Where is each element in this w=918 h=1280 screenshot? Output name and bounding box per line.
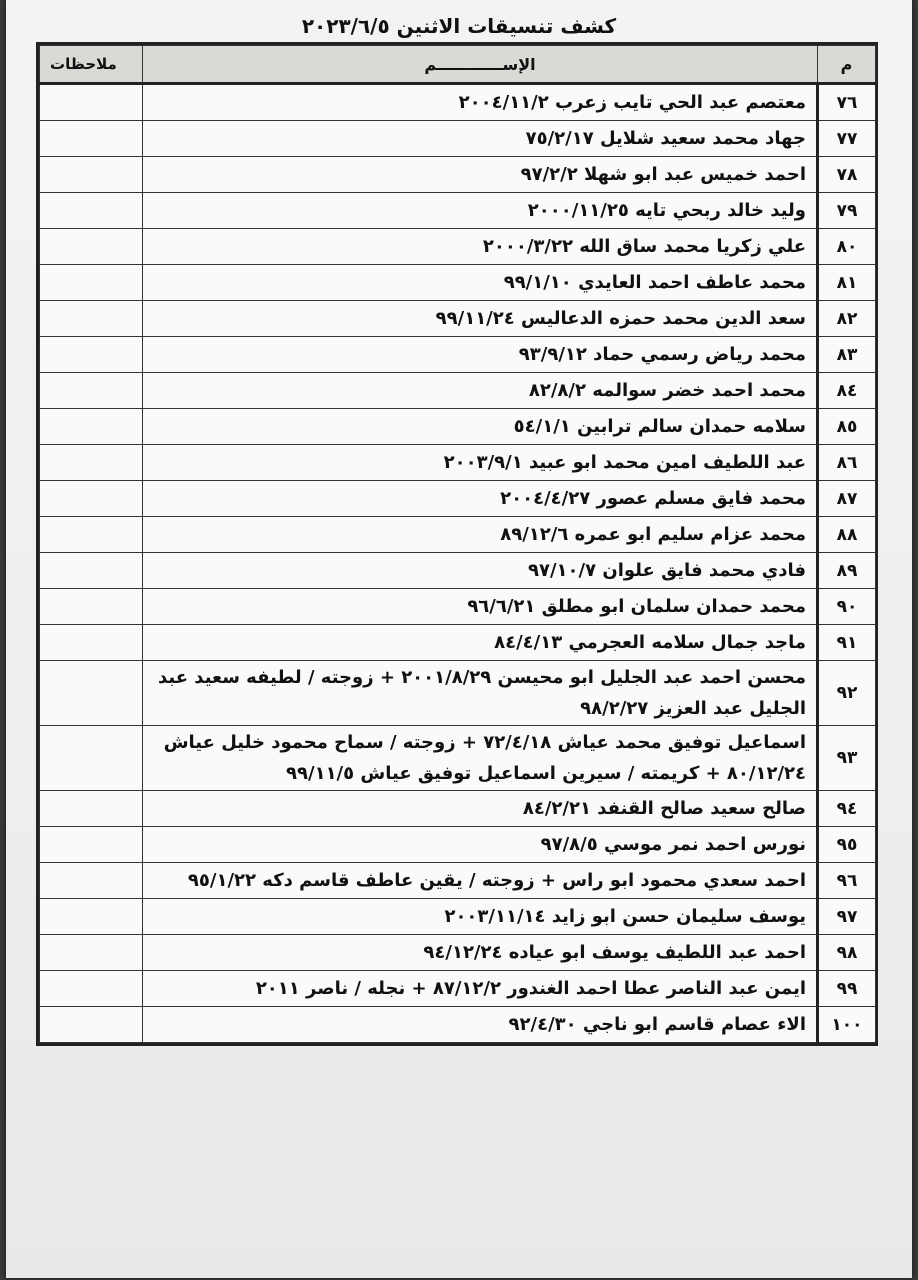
row-number: ٨٨ xyxy=(818,517,876,553)
row-number: ٧٦ xyxy=(818,84,876,121)
row-number: ٩٧ xyxy=(818,899,876,935)
row-number: ٨٠ xyxy=(818,229,876,265)
row-notes xyxy=(40,827,143,863)
row-notes xyxy=(40,863,143,899)
row-number: ٩٥ xyxy=(818,827,876,863)
table-row xyxy=(40,265,876,301)
table-row xyxy=(40,193,876,229)
row-notes xyxy=(40,899,143,935)
table-row xyxy=(40,409,876,445)
table-row xyxy=(40,553,876,589)
row-notes xyxy=(40,193,143,229)
table-row xyxy=(40,625,876,661)
table-header-row xyxy=(40,46,876,84)
table-row xyxy=(40,791,876,827)
row-number: ٩٤ xyxy=(818,791,876,827)
table-row xyxy=(40,726,876,791)
row-notes xyxy=(40,661,143,726)
table-row xyxy=(40,445,876,481)
row-name: نورس احمد نمر موسي ٩٧/٨/٥ xyxy=(143,827,818,863)
row-number: ٧٧ xyxy=(818,121,876,157)
header-name: الإســــــــــــم xyxy=(143,46,818,84)
row-name: ايمن عبد الناصر عطا احمد الغندور ٨٧/١٢/٢ + نجله / ناصر ٢٠١١ xyxy=(143,971,818,1007)
row-name: فادي محمد فايق علوان ٩٧/١٠/٧ xyxy=(143,553,818,589)
row-notes xyxy=(40,409,143,445)
table-row xyxy=(40,899,876,935)
row-name: احمد عبد اللطيف يوسف ابو عياده ٩٤/١٢/٢٤ xyxy=(143,935,818,971)
table-row xyxy=(40,157,876,193)
row-name: جهاد محمد سعيد شلايل ٧٥/٢/١٧ xyxy=(143,121,818,157)
row-name: محمد فايق مسلم عصور ٢٠٠٤/٤/٢٧ xyxy=(143,481,818,517)
table-row xyxy=(40,935,876,971)
row-notes xyxy=(40,121,143,157)
row-notes xyxy=(40,265,143,301)
header-number: م xyxy=(818,46,876,84)
row-number: ٨٩ xyxy=(818,553,876,589)
row-name: سلامه حمدان سالم ترابين ٥٤/١/١ xyxy=(143,409,818,445)
row-number: ٩٨ xyxy=(818,935,876,971)
table-row xyxy=(40,589,876,625)
row-name: اسماعيل توفيق محمد عياش ٧٢/٤/١٨ + زوجته / سماح محمود خليل عياش ٨٠/١٢/٢٤ + كريمته / سيرين اسماعيل توفيق عياش ٩٩/١١/٥ xyxy=(143,726,818,791)
table-row xyxy=(40,229,876,265)
row-name: محسن احمد عبد الجليل ابو محيسن ٢٠٠١/٨/٢٩ + زوجته / لطيفه سعيد عبد الجليل عبد العزيز ٩٨/٢/٢٧ xyxy=(143,661,818,726)
table-row xyxy=(40,481,876,517)
table-row xyxy=(40,84,876,121)
row-notes xyxy=(40,625,143,661)
row-number: ٧٨ xyxy=(818,157,876,193)
row-number: ٩٢ xyxy=(818,661,876,726)
row-number: ٨١ xyxy=(818,265,876,301)
table-row xyxy=(40,121,876,157)
row-name: صالح سعيد صالح القنفد ٨٤/٢/٢١ xyxy=(143,791,818,827)
row-name: يوسف سليمان حسن ابو زايد ٢٠٠٣/١١/١٤ xyxy=(143,899,818,935)
row-number: ٩٩ xyxy=(818,971,876,1007)
row-notes xyxy=(40,971,143,1007)
row-name: وليد خالد ربحي تايه ٢٠٠٠/١١/٢٥ xyxy=(143,193,818,229)
row-name: ماجد جمال سلامه العجرمي ٨٤/٤/١٣ xyxy=(143,625,818,661)
row-name: احمد سعدي محمود ابو راس + زوجته / يقين عاطف قاسم دكه ٩٥/١/٢٢ xyxy=(143,863,818,899)
row-notes xyxy=(40,229,143,265)
table-row xyxy=(40,661,876,726)
table-row xyxy=(40,971,876,1007)
row-number: ٨٤ xyxy=(818,373,876,409)
row-notes xyxy=(40,445,143,481)
row-name: محمد عاطف احمد العايدي ٩٩/١/١٠ xyxy=(143,265,818,301)
row-name: الاء عصام قاسم ابو ناجي ٩٢/٤/٣٠ xyxy=(143,1007,818,1043)
table-row xyxy=(40,1007,876,1043)
row-name: عبد اللطيف امين محمد ابو عبيد ٢٠٠٣/٩/١ xyxy=(143,445,818,481)
row-notes xyxy=(40,726,143,791)
row-notes xyxy=(40,791,143,827)
table-row xyxy=(40,301,876,337)
row-number: ٨٢ xyxy=(818,301,876,337)
names-table xyxy=(39,45,876,1043)
row-notes xyxy=(40,373,143,409)
row-name: علي زكريا محمد ساق الله ٢٠٠٠/٣/٢٢ xyxy=(143,229,818,265)
row-notes xyxy=(40,1007,143,1043)
row-number: ٨٧ xyxy=(818,481,876,517)
table-row xyxy=(40,827,876,863)
row-number: ٩٦ xyxy=(818,863,876,899)
row-notes xyxy=(40,84,143,121)
row-number: ١٠٠ xyxy=(818,1007,876,1043)
row-notes xyxy=(40,301,143,337)
row-number: ٨٥ xyxy=(818,409,876,445)
row-name: محمد حمدان سلمان ابو مطلق ٩٦/٦/٢١ xyxy=(143,589,818,625)
names-table-frame xyxy=(36,42,878,1046)
row-notes xyxy=(40,589,143,625)
row-number: ٩٠ xyxy=(818,589,876,625)
row-notes xyxy=(40,553,143,589)
row-number: ٨٦ xyxy=(818,445,876,481)
header-notes: ملاحظات xyxy=(40,46,143,84)
row-number: ٩١ xyxy=(818,625,876,661)
row-name: محمد رياض رسمي حماد ٩٣/٩/١٢ xyxy=(143,337,818,373)
table-row xyxy=(40,373,876,409)
row-number: ٨٣ xyxy=(818,337,876,373)
row-name: معتصم عبد الحي تايب زعرب ٢٠٠٤/١١/٢ xyxy=(143,84,818,121)
row-number: ٩٣ xyxy=(818,726,876,791)
page-title: كشف تنسيقات الاثنين ٢٠٢٣/٦/٥ xyxy=(301,14,617,38)
row-name: محمد عزام سليم ابو عمره ٨٩/١٢/٦ xyxy=(143,517,818,553)
row-notes xyxy=(40,481,143,517)
row-name: احمد خميس عبد ابو شهلا ٩٧/٢/٢ xyxy=(143,157,818,193)
row-name: محمد احمد خضر سوالمه ٨٢/٨/٢ xyxy=(143,373,818,409)
table-row xyxy=(40,337,876,373)
table-row xyxy=(40,863,876,899)
row-name: سعد الدين محمد حمزه الدعاليس ٩٩/١١/٢٤ xyxy=(143,301,818,337)
row-notes xyxy=(40,517,143,553)
row-notes xyxy=(40,935,143,971)
table-row xyxy=(40,517,876,553)
row-notes xyxy=(40,337,143,373)
row-number: ٧٩ xyxy=(818,193,876,229)
row-notes xyxy=(40,157,143,193)
